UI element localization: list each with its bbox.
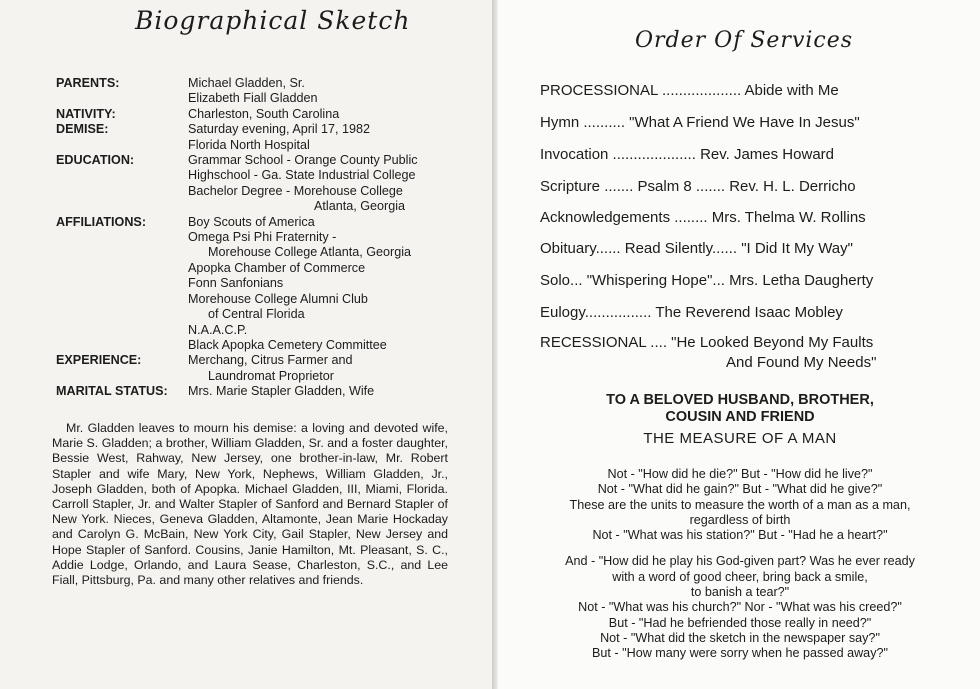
bio-row-education — [56, 153, 456, 215]
service-item-solo: Solo... "Whispering Hope"... Mrs. Letha Daugherty — [540, 272, 874, 289]
service-item-acknowledgements: Acknowledgements ........ Mrs. Thelma W. Rollins — [540, 209, 866, 226]
bio-value: Grammar School - Orange County Public — [188, 153, 418, 168]
bio-value: Michael Gladden, Sr. — [188, 76, 305, 90]
poem-line: Not - "What was his church?" Nor - "What was his creed?" — [578, 600, 902, 615]
tribute-subtitle: THE MEASURE OF A MAN — [643, 430, 837, 447]
poem — [520, 467, 960, 662]
bio-value: Bachelor Degree - Morehouse College — [188, 183, 403, 198]
poem-line: And - "How did he play his God-given part? Was he ever ready — [565, 554, 915, 569]
poem-line: Not - "What did the sketch in the newspaper say?" — [600, 630, 880, 645]
bio-label: AFFILIATIONS: — [56, 214, 147, 229]
survivors-paragraph: Mr. Gladden leaves to mourn his demise: a loving and devoted wife, Marie S. Gladden; a brother, William Gladden, Sr. and a foster daughter, Bessie West, Rahway, New Jersey, one brother-in-law, Mr. Robert Stapler and wife Mary, New York, Nephews, William Gladden, Jr., Joseph Gladden, both of Apopka. Michael Gladden, III, Miami, Florida. Carroll Stapler, Jr. and Walter Stapler of Sanford and Bernard Stapler of New York. Nieces, Geneva Gladden, Altamonte, Jean Marie Hockaday and Carolyn G. McBain, New York City, Gail Stapler, New Jersey and Hope Stapler of Sanford. Cousins, Janie Hamilton, Mt. Pleasant, S. C., Addie Lodge, Orlando, and Laura Sease, Charleston, S.C., and Lee Fiall, Pittsburg, Pa. and many other relatives and friends. — [52, 421, 448, 588]
bio-value: Morehouse College Alumni Club — [188, 291, 368, 306]
bio-value: Morehouse College Atlanta, Georgia — [208, 245, 412, 260]
service-item-scripture: Scripture ....... Psalm 8 ....... Rev. H. L. Derricho — [540, 178, 856, 195]
bio-label: MARITAL STATUS: — [56, 384, 168, 399]
tribute-heading-line: TO A BELOVED HUSBAND, BROTHER, — [606, 392, 874, 408]
bio-value: Boy Scouts of America — [188, 214, 315, 229]
bio-value: Merchang, Citrus Farmer and — [188, 353, 353, 368]
bio-value: Apopka Chamber of Commerce — [188, 260, 366, 275]
bio-label: EXPERIENCE: — [56, 353, 142, 368]
bio-row-marital-status — [56, 384, 456, 399]
bio-value: Omega Psi Phi Fraternity - — [188, 230, 337, 245]
poem-line: Not - "What was his station?" But - "Had he a heart?" — [592, 528, 888, 543]
bio-value: of Central Florida — [208, 307, 305, 322]
bio-value: Laundromat Proprietor — [208, 368, 335, 383]
bio-row-experience — [56, 353, 456, 384]
poem-line: Not - "What did he gain?" But - "What did he give?" — [597, 482, 883, 497]
bio-row-parents — [56, 76, 456, 107]
bio-row-demise — [56, 122, 456, 153]
service-item-processional: PROCESSIONAL ................... Abide with Me — [540, 82, 839, 99]
bio-row-nativity — [56, 107, 456, 122]
service-item-recessional: RECESSIONAL .... "He Looked Beyond My Faults — [540, 334, 874, 351]
poem-line: But - "Had he befriended those really in need?" — [608, 615, 872, 630]
bio-value: N.A.A.C.P. — [188, 322, 248, 337]
bio-label: PARENTS: — [56, 76, 120, 90]
poem-line: These are the units to measure the worth of a man as a man, — [569, 497, 911, 512]
service-item-invocation: Invocation .................... Rev. James Howard — [540, 146, 834, 163]
service-item-recessional-cont: And Found My Needs" — [726, 354, 877, 371]
tribute-heading — [520, 392, 960, 447]
service-item-eulogy: Eulogy................ The Reverend Isaac Mobley — [540, 304, 843, 321]
bio-row-affiliations — [56, 215, 456, 354]
poem-line: to banish a tear?" — [690, 585, 790, 600]
bio-value: Charleston, South Carolina — [188, 106, 340, 121]
poem-line: Not - "How did he die?" But - "How did he live?" — [607, 467, 873, 481]
order-of-services-title: Order Of Services — [635, 28, 854, 53]
bio-value: Fonn Sanfonians — [188, 276, 284, 291]
service-item-hymn: Hymn .......... "What A Friend We Have In Jesus" — [540, 114, 860, 131]
bio-value: Atlanta, Georgia — [314, 199, 406, 214]
tribute-heading-line: COUSIN AND FRIEND — [665, 409, 815, 425]
bio-value: Highschool - Ga. State Industrial College — [188, 168, 416, 183]
bio-value: Saturday evening, April 17, 1982 — [188, 122, 371, 137]
bio-label: DEMISE: — [56, 122, 109, 137]
bio-value: Mrs. Marie Stapler Gladden, Wife — [188, 384, 375, 399]
biographical-sketch-title: Biographical Sketch — [135, 6, 411, 35]
poem-line: with a word of good cheer, bring back a smile, — [612, 569, 868, 584]
bio-value: Elizabeth Fiall Gladden — [188, 91, 318, 106]
bio-label: EDUCATION: — [56, 153, 135, 168]
service-item-obituary: Obituary...... Read Silently...... "I Did It My Way" — [540, 240, 853, 257]
bio-value: Black Apopka Cemetery Committee — [188, 337, 387, 352]
poem-line: regardless of birth — [689, 512, 791, 527]
bio-value: Florida North Hospital — [188, 137, 310, 152]
bio-label: NATIVITY: — [56, 106, 116, 121]
biography-list — [56, 76, 456, 400]
poem-line: But - "How many were sorry when he passed away?" — [592, 646, 888, 661]
